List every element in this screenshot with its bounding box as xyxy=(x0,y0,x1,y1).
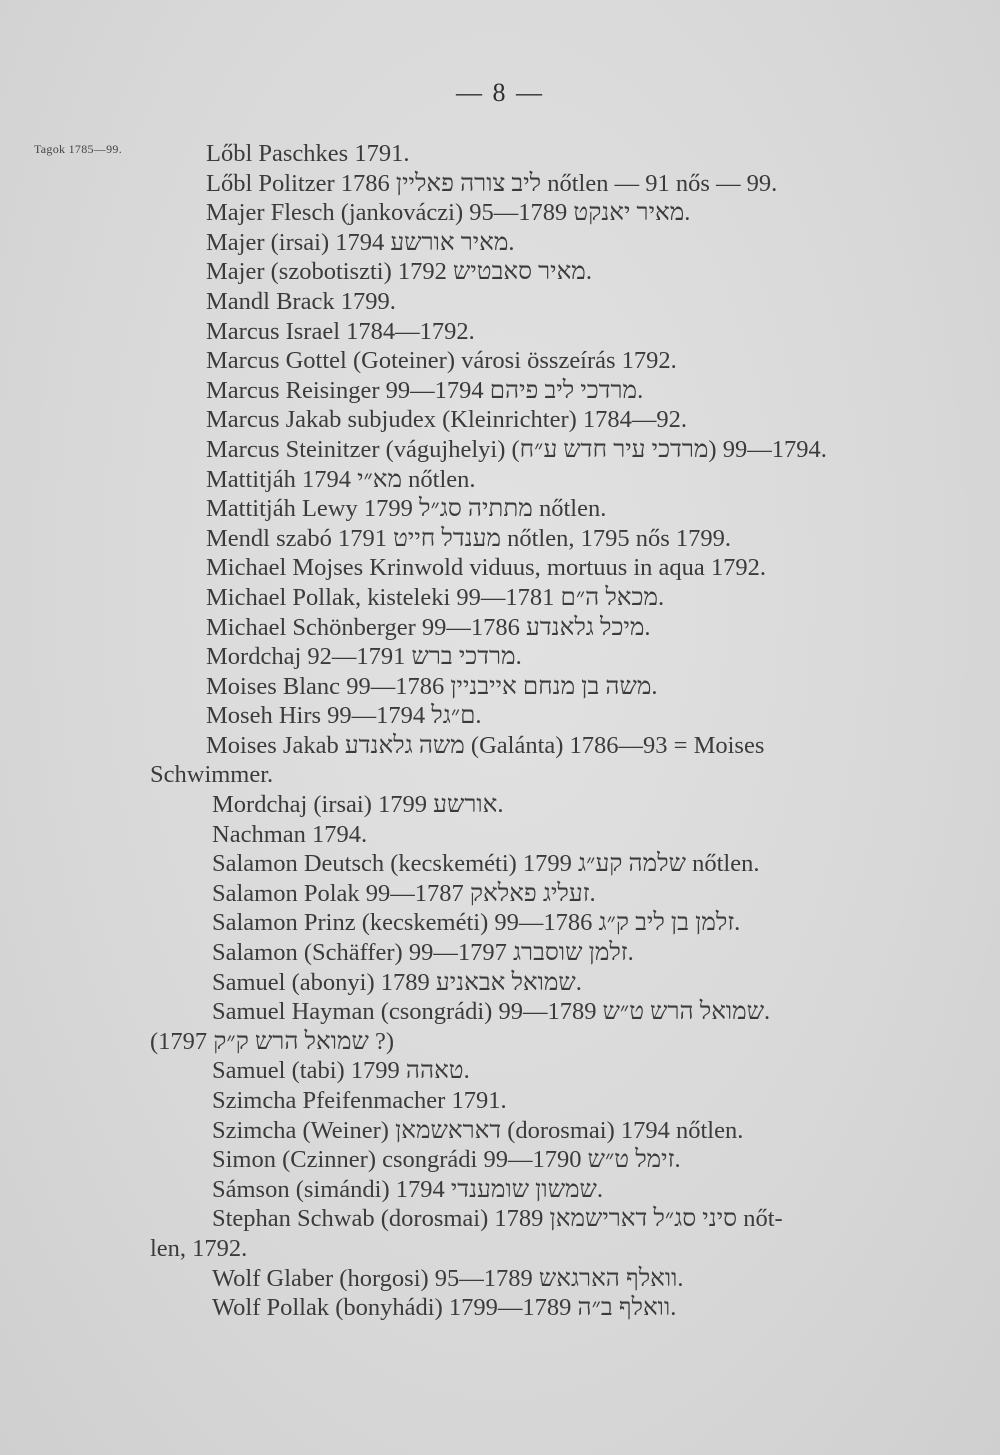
entry-line: Stephan Schwab (dorosmai) סיני סג״ל דארישמאן 1789 nőt- xyxy=(212,1205,783,1233)
entry-line: Samuel (tabi) טאהה 1799. xyxy=(212,1057,470,1085)
entry-line: Szimcha (Weiner) דאראשמאן (dorosmai) 1794 nőtlen. xyxy=(212,1116,744,1144)
entry-line: Michael Pollak, kisteleki מכאל ה״ם 1781—99. xyxy=(206,583,665,611)
entry-line: Salamon Prinz (kecskeméti) זלמן בן ליב ק״ג 1786—99. xyxy=(212,909,741,937)
entry-line: Samuel Hayman (csongrádi) שמואל הרש ט״ש 1789—99. xyxy=(212,998,771,1026)
entry-line: Moises Blanc משה בן מנחם אייבניין 1786—99. xyxy=(206,672,658,700)
entry-line: Sámson (simándi) שמשון שומענדי 1794. xyxy=(212,1175,604,1203)
entry-line: Mattitjáh מא״י 1794 nőtlen. xyxy=(206,465,476,493)
entry-line: Lőbl Paschkes 1791. xyxy=(206,140,410,167)
entry-line: Wolf Pollak (bonyhádi) וואלף ב״ה 1789—1799. xyxy=(212,1294,677,1322)
entry-line: Schwimmer. xyxy=(150,761,274,789)
entry-line: Mendl szabó מענדל חייט 1791 nőtlen, 1795 nős 1799. xyxy=(206,524,732,552)
entry-line: Mandl Brack 1799. xyxy=(206,287,396,315)
margin-note: Tagok 1785—99. xyxy=(34,142,123,156)
entry-line: Salamon (Schäffer) זלמן שוסברג 1797—99. xyxy=(212,939,634,967)
entry-list xyxy=(150,139,910,1323)
entry-line: Salamon Polak זעליג פאלאק 1787—99. xyxy=(212,879,596,907)
entry-line: Mattitjáh Lewy מתתיה סג״ל 1799 nőtlen. xyxy=(206,495,607,523)
entry-line: Michael Mojses Krinwold viduus, mortuus in aqua 1792. xyxy=(206,554,767,582)
entry-line: Nachman 1794. xyxy=(212,820,368,848)
entry-line: Mordchaj (irsai) אורשע 1799. xyxy=(212,791,504,819)
entry-line: Marcus Jakab subjudex (Kleinrichter) 1784—92. xyxy=(206,406,688,434)
entry-line: Marcus Gottel (Goteiner) városi összeírás 1792. xyxy=(206,347,677,375)
entry-line: Majer Flesch (jankováczi) מאיר יאנקט 1789—95. xyxy=(206,199,691,227)
entry-line: (שמואל הרש ק״ק 1797 ?) xyxy=(150,1027,395,1055)
entry-line: Majer (szobotiszti) מאיר סאבטיש 1792. xyxy=(206,258,592,286)
entry-line: Samuel (abonyi) שמואל אבאניע 1789. xyxy=(212,968,582,996)
entry-line: Marcus Steinitzer (vágujhelyi) (מרדכי עיר חדש ע״ח) 1794—99. xyxy=(206,435,827,463)
entry-line: Michael Schönberger מיכל גלאנדע 1786—99. xyxy=(206,613,651,641)
entry-line: Szimcha Pfeifenmacher 1791. xyxy=(212,1087,507,1114)
entry-line: Salamon Deutsch (kecskeméti) שלמה קע״ג 1799 nőtlen. xyxy=(212,850,760,878)
entry-line: Mordchaj מרדכי ברש 1791—92. xyxy=(206,643,522,671)
entry-line: Moseh Hirs ם״גל 1794—99. xyxy=(206,702,482,730)
entry-line: Lőbl Politzer ליב צורה פאליין 1786 nőtlen — 91 nős — 99. xyxy=(206,169,778,197)
entry-line: len, 1792. xyxy=(150,1234,248,1262)
entry-line: Wolf Glaber (horgosi) וואלף הארגאש 1789—95. xyxy=(212,1264,684,1292)
page-number: — 8 — xyxy=(456,78,544,107)
entry-line: Marcus Reisinger מרדכי ליב פיהם 1794—99. xyxy=(206,376,644,404)
entry-line: Simon (Czinner) csongrádi זימל ט״ש 1790—99. xyxy=(212,1146,681,1174)
entry-line: Majer (irsai) מאיר אורשע 1794. xyxy=(206,228,515,256)
entry-line: Moises Jakab משה גלאנדע (Galánta) 1786—93 = Moises xyxy=(206,731,765,759)
entry-line: Marcus Israel 1784—1792. xyxy=(206,317,475,345)
